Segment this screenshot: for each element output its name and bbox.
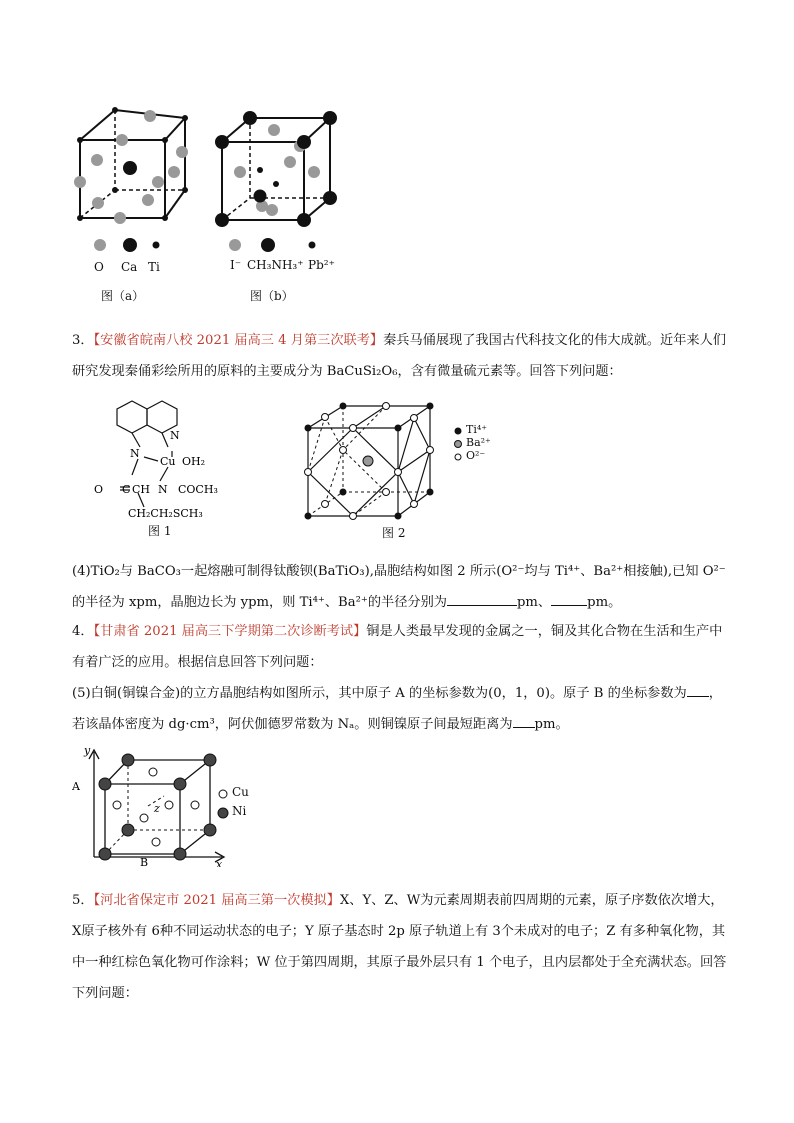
question-4-source: 【甘肃省 2021 届高三下学期第二次诊断考试】 [93,624,367,639]
figure-b-legend-markers [225,236,325,256]
figure-cu-ni-point-b: B [140,856,149,867]
figure-cu-ni-legend-cu: Cu [232,785,249,799]
figure-1-label-ch: CH [132,483,151,496]
answer-blank-ti-radius[interactable] [447,591,517,606]
figure-a-legend-markers [90,236,170,256]
question-4-text: 铜是人类最早发现的金属之一，铜及其化合物在生活和生产中有着广泛的应用。根据信息回答下列问题： [72,624,723,670]
figure-1-caption: 图 1 [148,524,172,538]
figure-2-legend-o: O²⁻ [466,449,486,462]
figure-a-legend-ca: Ca [121,260,138,274]
figure-1-label-cu: Cu [160,455,176,468]
question-5-number: 5． [72,893,94,908]
figure-b-legend-iodide: I⁻ [230,258,242,272]
figure-a-caption: 图（a） [101,289,145,303]
question-3-part-4-text: (4)TiO₂与 BaCO₃一起熔融可制得钛酸钡(BaTiO₃),晶胞结构如图 2 所示(O²⁻均与 Ti⁴⁺、Ba²⁺相接触),已知 O²⁻的半径为 xpm，晶胞边长为 ypm，则 Ti⁴⁺、Ba²⁺的半径分别为 [72,564,726,610]
figure-2-unit-cell [298,398,448,523]
question-3-part-4-unit1: pm、 [516,595,552,610]
question-4-part-5 [72,678,727,740]
figure-cu-ni-unit-cell [72,742,232,867]
question-4-number: 4． [72,624,94,639]
answer-blank-ba-radius[interactable] [551,591,587,606]
figure-2-caption: 图 2 [382,526,406,540]
figure-1-label-coch3: COCH₃ [178,483,218,496]
question-4 [72,616,727,678]
question-4-part-5-text-c: pm。 [534,717,569,732]
figure-cu-ni-legend-markers [216,787,230,823]
question-5-text: X、Y、Z、W为元素周期表前四周期的元素，原子序数依次增大，X原子核外有 6种不同运动状态的电子；Y 原子基态时 2p 原子轨道上有 3个未成对的电子；Z 有多种氧化物，其中一种红棕色氧化物可作涂料；W 位于第四周期，其原子最外层只有 1 个电子，且内层都处于全充满状态。回答下列问题： [72,893,727,1001]
figure-cu-ni-point-a: A [72,780,80,793]
figure-a-cube [70,100,200,230]
figure-2-legend-ba: Ba²⁺ [466,436,491,449]
figure-cu-ni-legend-ni: Ni [232,804,247,818]
figure-1-label-n2: N [170,429,180,442]
question-4-part-5-text-a: (5)白铜(铜镍合金)的立方晶胞结构如图所示，其中原子 A 的坐标参数为(0，1，0)。原子 B 的坐标参数为 [72,686,687,701]
figure-a-legend-o: O [94,260,104,274]
question-3-part-4-unit2: pm。 [587,595,622,610]
figure-1-label-c: C [122,483,131,496]
question-3-number: 3． [72,333,94,348]
question-3-source: 【安徽省皖南八校 2021 届高三 4 月第三次联考】 [93,333,384,348]
figure-b-cube [212,110,347,230]
question-5 [72,885,727,1009]
figure-cu-ni-axis-x: x [216,858,223,867]
figure-cu-ni-axis-z: z [154,802,160,815]
figure-1-label-o: O [94,483,104,496]
figure-a-legend-ti: Ti [148,260,160,274]
figure-b-legend-lead: Pb²⁺ [308,258,335,272]
figure-1-label-n3: N [158,483,168,496]
figure-1-label-n1: N [130,447,140,460]
figure-2-legend-ti: Ti⁴⁺ [466,423,488,436]
figure-b-legend-methylammonium: CH₃NH₃⁺ [247,258,304,272]
figure-b-caption: 图（b） [250,289,294,303]
answer-blank-b-coordinates[interactable] [687,682,709,697]
figure-1-label-oh2: OH₂ [182,455,206,468]
answer-blank-cu-ni-distance[interactable] [513,713,535,728]
figure-2-legend-markers [451,425,465,465]
figure-cu-ni-axis-y: y [84,744,91,757]
figure-1-structure [92,395,242,520]
figure-1-label-sidechain: CH₂CH₂SCH₃ [128,507,203,520]
question-3 [72,325,727,387]
question-4-part-5-text-b: ，若该晶体密度为 dg·cm³，阿伏伽德罗常数为 Nₐ。则铜镍原子间最短距离为 [72,686,722,732]
question-5-source: 【河北省保定市 2021 届高三第一次模拟】 [93,893,340,908]
question-3-text: 秦兵马俑展现了我国古代科技文化的伟大成就。近年来人们研究发现秦俑彩绘所用的原料的主要成分为 BaCuSi₂O₆，含有微量硫元素等。回答下列问题： [72,333,726,379]
question-3-part-4 [72,556,727,618]
